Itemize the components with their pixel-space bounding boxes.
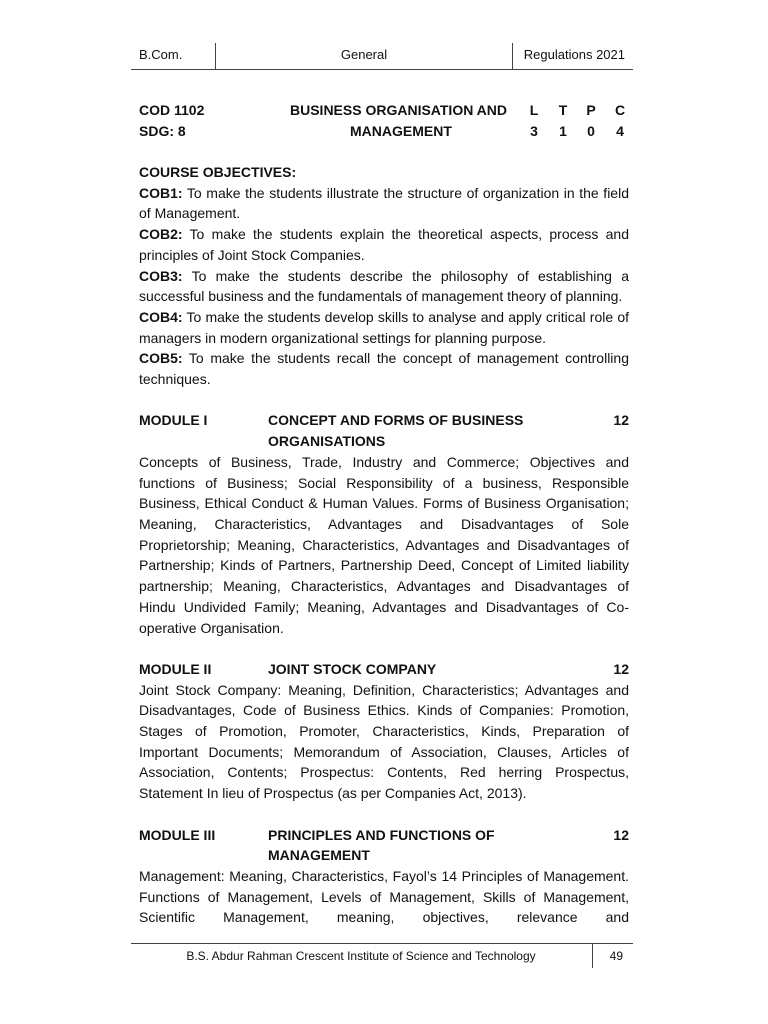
module-heading	[139, 825, 629, 866]
module-body: Management: Meaning, Characteristics, Fayol’s 14 Principles of Management. Functions of Management, Levels of Management, Skills of Management, Scientific Management, meaning, objectives, relevance and	[139, 867, 629, 926]
objective-text: To make the students develop skills to analyse and apply critical role of managers in modern organizational settings for planning purpose.	[139, 308, 629, 346]
ltpc-value-p: 0	[587, 122, 595, 139]
module-hours: 12	[613, 826, 629, 843]
header-stream: General	[215, 43, 513, 69]
course-code: COD 1102	[139, 102, 205, 118]
page-footer	[131, 943, 633, 968]
footer-divider	[592, 944, 593, 968]
objective-text: To make the students describe the philosophy of establishing a successful business and the fundamentals of management theory of planning.	[139, 267, 629, 305]
ltpc-label-t: T	[558, 102, 568, 118]
module-hours: 12	[613, 660, 629, 677]
objective-item	[139, 183, 629, 224]
header-regulations: Regulations 2021	[523, 47, 625, 62]
objective-text: To make the students illustrate the structure of organization in the field of Management.	[139, 184, 629, 222]
ltpc-value-l: 3	[530, 122, 538, 139]
module-hours: 12	[613, 412, 629, 429]
objective-code: COB1:	[139, 184, 183, 201]
header-program: B.Com.	[139, 47, 183, 62]
module-title: PRINCIPLES AND FUNCTIONS OF MANAGEMENT	[268, 826, 495, 864]
objective-code: COB5:	[139, 350, 183, 367]
module-number: MODULE III	[139, 826, 216, 843]
module-heading	[139, 659, 629, 680]
objective-code: COB3:	[139, 267, 183, 284]
course-sdg: SDG: 8	[139, 122, 186, 139]
course-row-2	[139, 121, 629, 142]
objective-item	[139, 307, 629, 348]
course-title-line-2: MANAGEMENT	[350, 122, 452, 139]
objectives-heading: COURSE OBJECTIVES:	[139, 164, 297, 181]
course-row-1	[139, 100, 629, 121]
ltpc-label-c: C	[614, 102, 626, 118]
course-title-line-1: BUSINESS ORGANISATION AND	[290, 102, 508, 118]
objective-code: COB2:	[139, 226, 183, 243]
objective-text: To make the students explain the theoretical aspects, process and principles of Joint Stock Companies.	[139, 226, 629, 263]
module-heading	[139, 410, 629, 451]
page-number: 49	[609, 949, 623, 963]
objective-text: To make the students recall the concept of management controlling techniques.	[139, 350, 629, 388]
ltpc-value-t: 1	[559, 122, 567, 139]
objective-code: COB4:	[139, 308, 183, 325]
module-number: MODULE II	[139, 660, 212, 677]
module-title: JOINT STOCK COMPANY	[268, 660, 437, 677]
ltpc-value-c: 4	[616, 122, 624, 139]
objective-item	[139, 348, 629, 389]
objective-item	[139, 224, 629, 265]
ltpc-label-l: L	[529, 102, 539, 118]
ltpc-label-p: P	[586, 102, 596, 118]
footer-institution: B.S. Abdur Rahman Crescent Institute of Science and Technology	[186, 949, 536, 963]
objective-item	[139, 266, 629, 307]
module-title: CONCEPT AND FORMS OF BUSINESS ORGANISATIONS	[268, 412, 524, 450]
main-content	[139, 100, 629, 928]
module-body: Joint Stock Company: Meaning, Definition, Characteristics; Advantages and Disadvantages, Code of Business Ethics. Kinds of Companies: Promotion, Stages of Promotion, Promoter, Characteristics, Kinds, Preparation of Important Documents; Memorandum of Association, Clauses, Articles of Association, Contents; Prospectus: Contents, Red herring Prospectus, Statement In lieu of Prospectus (as per Companies Act, 2013).	[139, 681, 629, 802]
page-header	[131, 43, 633, 70]
module-number: MODULE I	[139, 412, 208, 429]
module-body: Concepts of Business, Trade, Industry and Commerce; Objectives and functions of Business; Social Responsibility of a business, Responsible Business, Ethical Conduct & Human Values. Forms of Business Organisation; Meaning, Characteristics, Advantages and Disadvantages of Sole Proprietorship; Meaning, Characteristics, Advantages and Disadvantages of Partnership; Kinds of Partners, Partnership Deed, Concept of Limited liability partnership; Meaning, Characteristics, Advantages and Disadvantages of Hindu Undivided Family; Meaning, Advantages and Disadvantages of Co-operative Organisation.	[139, 453, 629, 636]
